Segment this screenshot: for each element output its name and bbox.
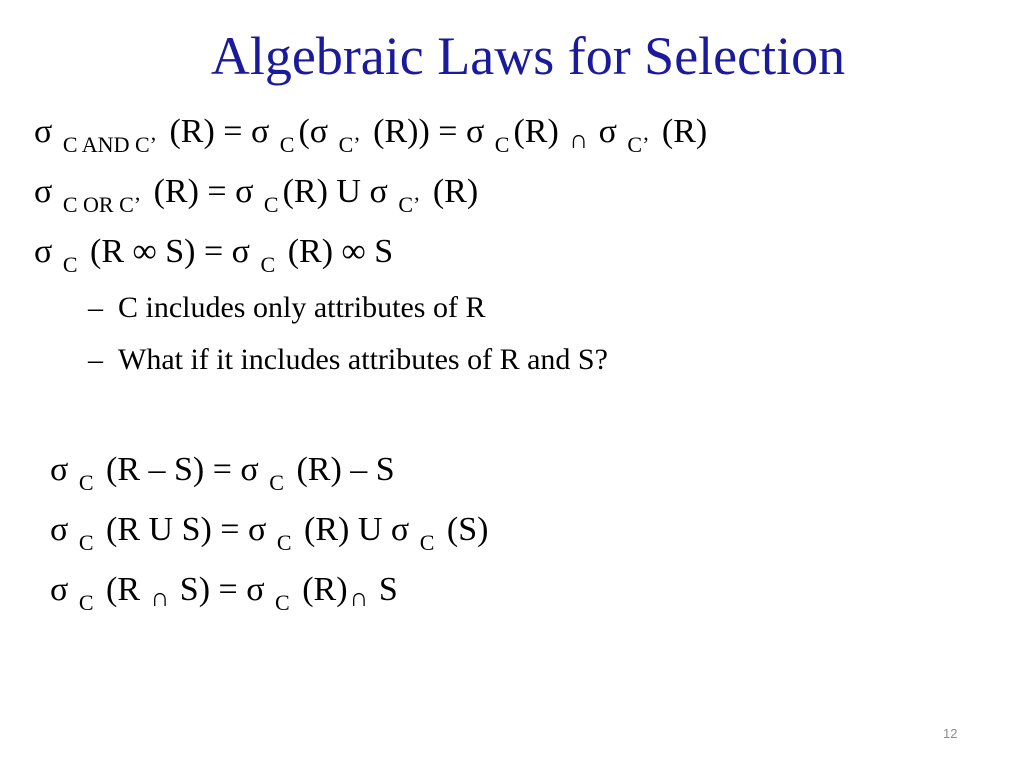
expression-text: (R) bbox=[513, 113, 568, 150]
sigma-symbol: σ bbox=[309, 113, 329, 150]
expression-text: (R – S) = bbox=[106, 451, 241, 488]
sigma-symbol: σ bbox=[50, 511, 69, 548]
expression-text: (R)) = bbox=[373, 113, 466, 150]
condition-subscript: C’ bbox=[398, 192, 421, 217]
sigma-symbol: σ bbox=[50, 571, 69, 608]
intersection-symbol: ∩ bbox=[349, 583, 369, 612]
condition-subscript: C bbox=[419, 530, 435, 555]
expression-text: (R) bbox=[302, 571, 348, 608]
condition-subscript: C bbox=[263, 192, 279, 217]
law-selection-intersection bbox=[50, 570, 398, 613]
law-selection-union bbox=[50, 510, 488, 553]
bullet-dash: – bbox=[88, 291, 103, 324]
condition-subscript: C bbox=[279, 132, 295, 157]
condition-subscript: C’ bbox=[338, 132, 361, 157]
sigma-symbol: σ bbox=[390, 511, 410, 548]
sigma-symbol: σ bbox=[246, 571, 265, 608]
expression-text: (S) bbox=[446, 511, 489, 548]
condition-subscript: C bbox=[269, 470, 284, 495]
law-selection-join bbox=[34, 232, 393, 275]
sigma-symbol: σ bbox=[34, 173, 53, 210]
condition-subscript: C OR C’ bbox=[62, 192, 142, 217]
condition-subscript: C bbox=[494, 132, 510, 157]
sigma-symbol: σ bbox=[231, 233, 250, 270]
law-selection-difference bbox=[50, 450, 395, 493]
law-selection-or bbox=[34, 172, 478, 215]
bullet-text: C includes only attributes of R bbox=[118, 291, 486, 324]
condition-subscript: C bbox=[260, 252, 276, 277]
condition-subscript: C bbox=[275, 590, 290, 615]
bullet-dash: – bbox=[88, 343, 103, 376]
condition-subscript: C bbox=[276, 530, 292, 555]
sigma-symbol: σ bbox=[250, 113, 270, 150]
expression-text: (R) bbox=[653, 113, 708, 150]
sigma-symbol: σ bbox=[598, 113, 617, 150]
expression-text: (R U S) = bbox=[106, 511, 248, 548]
law-selection-and bbox=[34, 112, 707, 155]
expression-text: (R) – S bbox=[296, 451, 395, 488]
condition-subscript: C bbox=[78, 470, 94, 495]
expression-text: ( bbox=[298, 113, 310, 150]
expression-text: (R) = bbox=[169, 113, 251, 150]
condition-subscript: C’ bbox=[627, 132, 650, 157]
sigma-symbol: σ bbox=[247, 511, 267, 548]
condition-subscript: C bbox=[62, 252, 78, 277]
sigma-symbol: σ bbox=[369, 173, 388, 210]
page-number: 12 bbox=[943, 726, 958, 741]
expression-text: (R bbox=[106, 571, 149, 608]
condition-subscript: C bbox=[78, 590, 94, 615]
sigma-symbol: σ bbox=[34, 113, 53, 150]
expression-text: (R ∞ S) = bbox=[90, 233, 232, 270]
bullet-item bbox=[88, 342, 608, 378]
expression-text: (R) U bbox=[282, 173, 370, 210]
bullet-item bbox=[88, 290, 485, 326]
bullet-text: What if it includes attributes of R and S? bbox=[118, 343, 608, 376]
sigma-symbol: σ bbox=[465, 113, 485, 150]
condition-subscript: C AND C’ bbox=[62, 132, 157, 157]
intersection-symbol: ∩ bbox=[150, 583, 170, 612]
expression-text: (R) ∞ S bbox=[287, 233, 394, 270]
sigma-symbol: σ bbox=[240, 451, 259, 488]
expression-text: S) = bbox=[171, 571, 247, 608]
expression-text: (R) bbox=[432, 173, 479, 210]
sigma-symbol: σ bbox=[235, 173, 254, 210]
slide-title: Algebraic Laws for Selection bbox=[210, 26, 846, 86]
intersection-symbol: ∩ bbox=[569, 125, 589, 154]
expression-text: (R) = bbox=[153, 173, 236, 210]
sigma-symbol: σ bbox=[50, 451, 69, 488]
expression-text: S bbox=[370, 571, 398, 608]
expression-text: (R) U bbox=[304, 511, 391, 548]
condition-subscript: C bbox=[78, 530, 94, 555]
sigma-symbol: σ bbox=[34, 233, 53, 270]
